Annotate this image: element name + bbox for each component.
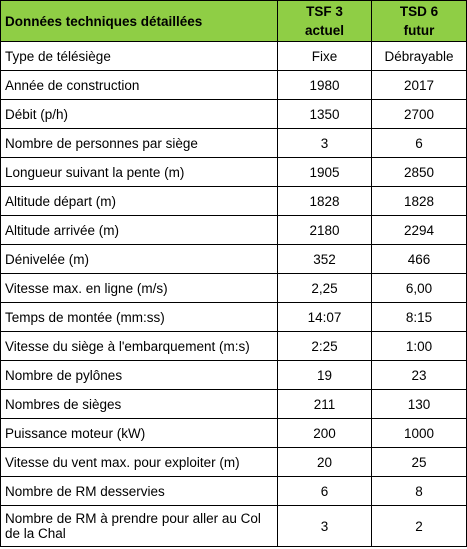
tsd6-value: 25 — [372, 448, 467, 477]
row-label: Temps de montée (mm:ss) — [1, 303, 278, 332]
tsf3-value: 6 — [278, 477, 372, 506]
tsd6-value: 1828 — [372, 187, 467, 216]
tsf3-value: 2,25 — [278, 274, 372, 303]
tsf3-value: 3 — [278, 129, 372, 158]
table-row — [1, 506, 467, 547]
row-label: Nombre de RM à prendre pour aller au Col de la Chal — [1, 506, 278, 547]
table-row — [1, 245, 467, 274]
tsf3-value: 3 — [278, 506, 372, 547]
table-row — [1, 187, 467, 216]
tsd6-value: 1000 — [372, 419, 467, 448]
row-label: Année de construction — [1, 71, 278, 100]
table-row — [1, 448, 467, 477]
row-label: Nombre de pylônes — [1, 361, 278, 390]
tsf3-value: 2:25 — [278, 332, 372, 361]
tsf3-value: 1980 — [278, 71, 372, 100]
row-label: Altitude arrivée (m) — [1, 216, 278, 245]
table-row — [1, 71, 467, 100]
table-row — [1, 361, 467, 390]
tsf3-value: Fixe — [278, 42, 372, 71]
tsf3-value: 20 — [278, 448, 372, 477]
header-tsf3-name: TSF 3 — [306, 4, 343, 19]
table-row — [1, 477, 467, 506]
row-label: Altitude départ (m) — [1, 187, 278, 216]
table-row — [1, 274, 467, 303]
tsd6-value: 2700 — [372, 100, 467, 129]
header-tsd6-name: TSD 6 — [399, 4, 439, 19]
header-tsf3 — [278, 1, 372, 42]
row-label: Vitesse max. en ligne (m/s) — [1, 274, 278, 303]
row-label: Dénivelée (m) — [1, 245, 278, 274]
tsf3-value: 352 — [278, 245, 372, 274]
tsf3-value: 2180 — [278, 216, 372, 245]
table-row — [1, 216, 467, 245]
tsd6-value: Débrayable — [372, 42, 467, 71]
table-row — [1, 332, 467, 361]
table-row — [1, 158, 467, 187]
row-label: Vitesse du siège à l'embarquement (m:s) — [1, 332, 278, 361]
tsf3-value: 14:07 — [278, 303, 372, 332]
tsd6-value: 23 — [372, 361, 467, 390]
header-row — [1, 1, 467, 42]
tsd6-value: 8:15 — [372, 303, 467, 332]
tsd6-value: 2 — [372, 506, 467, 547]
tsf3-value: 19 — [278, 361, 372, 390]
row-label: Débit (p/h) — [1, 100, 278, 129]
table-row — [1, 100, 467, 129]
table-row — [1, 129, 467, 158]
table-row — [1, 303, 467, 332]
tsd6-value: 6,00 — [372, 274, 467, 303]
header-label: Données techniques détaillées — [1, 1, 278, 42]
tsd6-value: 6 — [372, 129, 467, 158]
tsf3-value: 1828 — [278, 187, 372, 216]
tsd6-value: 2294 — [372, 216, 467, 245]
tsf3-value: 211 — [278, 390, 372, 419]
row-label: Puissance moteur (kW) — [1, 419, 278, 448]
row-label: Nombre de personnes par siège — [1, 129, 278, 158]
row-label: Nombre de RM desservies — [1, 477, 278, 506]
tsf3-value: 1350 — [278, 100, 372, 129]
row-label: Type de télésiège — [1, 42, 278, 71]
header-tsd6-status: futur — [403, 23, 435, 38]
tsd6-value: 8 — [372, 477, 467, 506]
table-row — [1, 390, 467, 419]
tsd6-value: 466 — [372, 245, 467, 274]
tsd6-value: 2017 — [372, 71, 467, 100]
row-label: Nombres de sièges — [1, 390, 278, 419]
header-tsf3-status: actuel — [304, 23, 345, 38]
table-row — [1, 42, 467, 71]
table-row — [1, 419, 467, 448]
tsf3-value: 1905 — [278, 158, 372, 187]
row-label: Vitesse du vent max. pour exploiter (m) — [1, 448, 278, 477]
row-label: Longueur suivant la pente (m) — [1, 158, 278, 187]
header-tsd6 — [372, 1, 467, 42]
tsd6-value: 2850 — [372, 158, 467, 187]
tsf3-value: 200 — [278, 419, 372, 448]
tsd6-value: 1:00 — [372, 332, 467, 361]
tsd6-value: 130 — [372, 390, 467, 419]
